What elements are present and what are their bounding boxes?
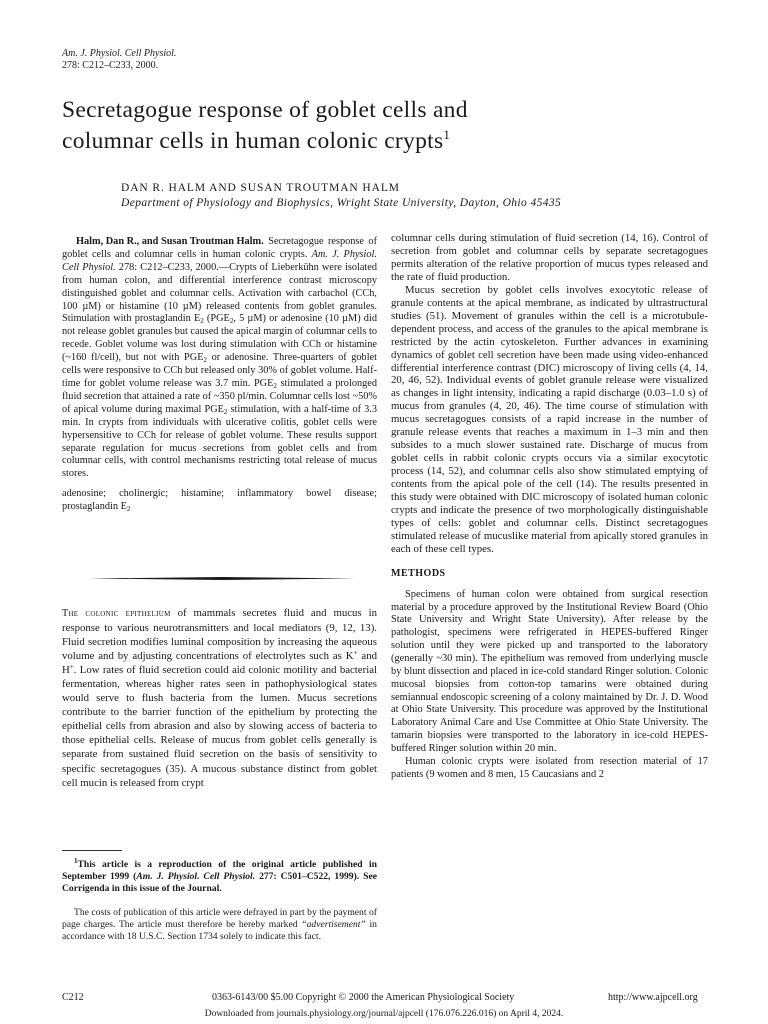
abstract-body-2: (PGE: [203, 313, 230, 325]
footnote-1-part-1: This article is a reproduction of the original article published in September 1999 (: [62, 859, 377, 882]
journal-name: Am. J. Physiol. Cell Physiol.: [62, 48, 177, 59]
methods-paragraph-2: Human colonic crypts were isolated from resection material of 17 patients (9 women and 8 men, 15 Caucasians and 2: [391, 755, 708, 780]
subscript-2: 2: [126, 505, 131, 514]
methods-paragraph-1: Specimens of human colon were obtained from surgical resection material by a procedure approved by the Institutional Review Board (Ohio State University and Wright State University). After release by the pathologist, specimens were refrigerated in HEPES-buffered Ringer solution until they were picked up and transported to the laboratory (generally ~30 min). The epithelium was removed from underlying muscle by blunt dissection and placed in ice-cold standard Ringer solution. Colonic mucosal biopsies from cotton-top tamarins were obtained during semiannual endoscopic screening of a colony maintained by Dr. J. D. Wood at Ohio State University. This procedure was approved by the Institutional Laboratory Animal Care and Use Committee at Ohio State University. The tamarin biopsies were transported to the laboratory in ice-cold HEPES-buffered Ringer solution within 20 min.: [391, 588, 708, 754]
abstract-text: [62, 236, 377, 481]
journal-header: [62, 48, 176, 72]
footnote-2-advertisement: “advertisement”: [301, 919, 366, 930]
subscript-2: 2: [200, 317, 204, 326]
title-line-1: Secretagogue response of goblet cells and: [62, 97, 468, 123]
intro-paragraph: [62, 606, 377, 790]
abstract-body-4: or adenosine. Three-quarters of goblet cells were responsive to CCh but released only 30% of goblet volume. Half-time for goblet volume release was 3.7 min. PGE: [62, 352, 377, 389]
subscript-2: 2: [273, 381, 277, 390]
title-line-2-text: columnar cells in human colonic crypts: [62, 128, 444, 154]
intro-text-2: and H: [62, 650, 377, 677]
subscript-2: 2: [203, 356, 207, 365]
abstract-body-1: Crypts of Lieberkühn were isolated from human colon, and differential interference contrast microscopy distinguished goblet and columnar cells. Activation with carbachol (CCh, 100 µM) or histamine (10 µM) released contents from goblet granules. Stimulation with prostaglandin E: [62, 261, 377, 325]
author-names: DAN R. HALM AND SUSAN TROUTMAN HALM: [121, 182, 400, 194]
right-paragraph-1: columnar cells during stimulation of fluid secretion (14, 16). Control of secretion from goblet and columnar cells by separate secretagogues permits alteration of the relative proportion of mucus types released and the rate of fluid production.: [391, 232, 708, 283]
footnote-1-journal: Am. J. Physiol. Cell Physiol.: [136, 871, 256, 882]
keywords-text: adenosine; cholinergic; histamine; inflammatory bowel disease; prostaglandin E: [62, 488, 377, 513]
keywords: [62, 488, 377, 514]
article-title: [62, 95, 712, 157]
methods-heading: METHODS: [391, 567, 446, 579]
abstract-body-3: , 5 µM) or adenosine (10 µM) did not release goblet granules but caused the apical margin of columnar cells to recede. Goblet volume was lost during stimulation with CCh or histamine (~160 fl/cell), but not with PGE: [62, 313, 377, 364]
author-affiliation: Department of Physiology and Biophysics, Wright State University, Dayton, Ohio 45435: [121, 197, 562, 209]
abstract-citation-title: Secretagogue response of goblet cells and columnar cells in human colonic crypts.: [62, 236, 377, 260]
page-number: C212: [62, 992, 84, 1003]
superscript-plus: +: [69, 663, 74, 672]
abstract-citation-journal: Am. J. Physiol. Cell Physiol.: [62, 248, 377, 273]
divider-rule: [88, 577, 356, 580]
superscript-plus: +: [353, 649, 358, 658]
footnote-2: [62, 907, 377, 943]
journal-url[interactable]: http://www.ajpcell.org: [608, 992, 698, 1003]
right-column: [391, 232, 708, 781]
introduction: [62, 606, 377, 790]
footnote-1-part-2: 277: C501–C522, 1999). See Corrigenda in this issue of the Journal.: [62, 871, 378, 894]
intro-text-3: . Low rates of fluid secretion could aid colonic motility and bacterial fermentation, whereas higher rates seen in pathophysiological states would serve to flush bacteria from the lumen. Mucus secretions contribute to the barrier function of the epithelium by protecting the epithelial cells from abrasion and also by slowing access of bacteria to those epithelial cells. Release of mucus from goblet cells generally is separate from sustained fluid secretion on the basis of sensitivity to specific secretagogues (35). A mucous substance distinct from goblet cell mucin is released from crypt: [62, 664, 377, 789]
abstract-citation-authors: Halm, Dan R., and Susan Troutman Halm.: [76, 236, 264, 247]
subscript-2: 2: [223, 407, 228, 416]
intro-lead: The colonic epithelium: [62, 608, 171, 619]
footnote-2-text: [62, 907, 377, 943]
journal-citation: 278: C212–C233, 2000.: [62, 60, 159, 71]
title-line-2: [62, 126, 712, 157]
footnote-2-part-2: in accordance with 18 U.S.C. Section 1734 solely to indicate this fact.: [62, 919, 377, 942]
download-note: Downloaded from journals.physiology.org/journal/ajpcell (176.076.226.016) on April 4, 2024.: [204, 1009, 564, 1019]
footnote-1: [62, 859, 377, 895]
abstract-body-6: stimulation, with a half-time of 3.3 min. In crypts from individuals with ulcerative colitis, goblet cells were hypersensitive to CCh for release of goblet volume. These results support separate regulation for mucus secretions from goblet cells and from columnar cells, with control mechanisms restricting total release of mucus stores.: [62, 403, 378, 480]
section-divider: [88, 577, 356, 580]
abstract-body-5: stimulated a prolonged fluid secretion that attained a rate of ~350 pl/min. Columnar cells lost ~50% of apical volume during maximal PGE: [62, 377, 377, 415]
right-paragraph-2: Mucus secretion by goblet cells involves exocytotic release of granule contents at the apical membrane, as indicated by ultrastructural studies (51). Movement of granules within the cell is a microtubule-dependent process, and access of the granules to the apical membrane is restricted by the actin cytoskeleton. Further advances in examining dynamics of goblet cell secretion have been made using video-enhanced differential interference contrast (DIC) microscopy of living cells (4, 14, 20, 46, 52). Individual events of goblet granule release were visualized as changes in light intensity, indicating a rapid discharge (0.03–1.0 s) of mucus from granules (4, 20, 46). The time course of stimulation with mucus secretagogues consists of a rapid increase in the number of granule release events that reaches a maximum in 1–3 min and then subsides to a much slower sustained rate. Discharge of mucus from goblet cells in rabbit colonic crypts occurs via a similar exocytotic process (14, 52), and columnar cells also show stimulated emptying of contents from the apical pole of the cell (14). The results presented in this study were obtained with DIC microscopy of isolated human colonic crypts and indicate the presence of two morphologically distinguishable types of cells: goblet and columnar cells. Distinct secretagogues stimulated release of mucuslike material from apically stored granules in each of these cell types.: [391, 283, 708, 555]
footnote-1-mark: 1: [74, 857, 78, 865]
footnote-2-part-1: The costs of publication of this article were defrayed in part by the payment of page charges. The article must therefore be hereby marked: [62, 907, 377, 930]
footnote-1-text: [62, 859, 377, 895]
abstract: [62, 236, 377, 514]
subscript-2: 2: [229, 317, 234, 326]
title-footnote-mark: 1: [443, 127, 451, 142]
intro-text-1: of mammals secretes fluid and mucus in response to various neurotransmitters and local mediators (9, 12, 13). Fluid secretion modifies luminal composition by increasing the aqueous volume and by adjusting concentrations of electrolytes such as K: [62, 607, 377, 663]
abstract-citation-ref: 278: C212–C233, 2000.—: [115, 261, 230, 273]
copyright-line: 0363-6143/00 $5.00 Copyright © 2000 the American Physiological Society: [212, 992, 515, 1003]
footnote-rule: [62, 850, 122, 851]
